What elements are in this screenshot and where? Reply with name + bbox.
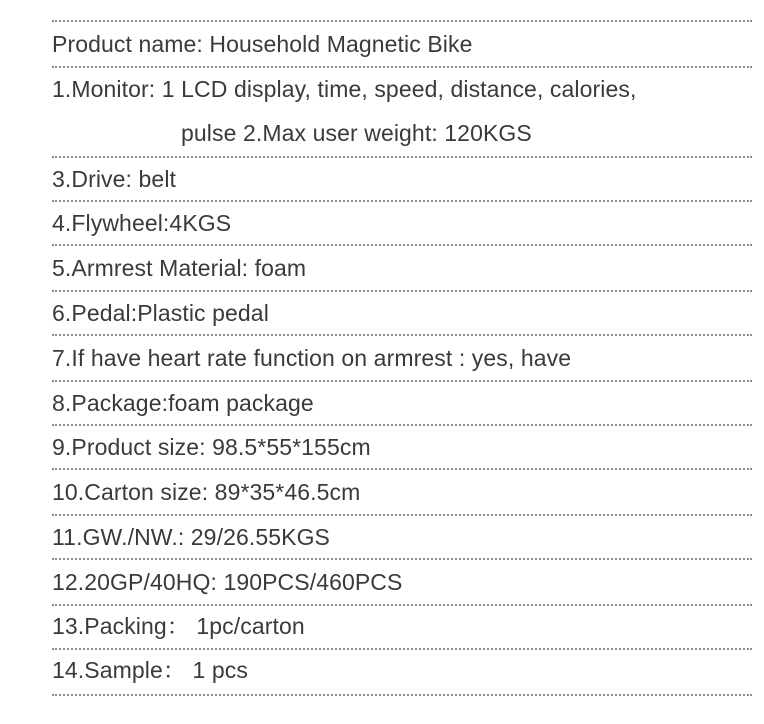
spec-container: 12.20GP/40HQ: 190PCS/460PCS xyxy=(52,569,403,595)
spec-product-size: 9.Product size: 98.5*55*155cm xyxy=(52,434,371,460)
spec-armrest-material: 5.Armrest Material: foam xyxy=(52,255,307,281)
spec-package: 8.Package:foam package xyxy=(52,390,314,416)
spec-product-name: Product name: Household Magnetic Bike xyxy=(52,31,473,57)
divider xyxy=(52,694,752,696)
spec-flywheel: 4.Flywheel:4KGS xyxy=(52,210,232,236)
spec-sample: 14.Sample： 1 pcs xyxy=(52,657,248,683)
spec-packing: 13.Packing： 1pc/carton xyxy=(52,613,305,639)
spec-monitor-line1: 1.Monitor: 1 LCD display, time, speed, distance, calories, xyxy=(52,76,637,102)
spec-heart-rate: 7.If have heart rate function on armrest : yes, have xyxy=(52,345,572,371)
spec-pedal: 6.Pedal:Plastic pedal xyxy=(52,300,269,326)
spec-drive: 3.Drive: belt xyxy=(52,166,177,192)
spec-monitor-line2: pulse 2.Max user weight: 120KGS xyxy=(181,120,532,146)
spec-carton-size: 10.Carton size: 89*35*46.5cm xyxy=(52,479,361,505)
spec-weight: 11.GW./NW.: 29/26.55KGS xyxy=(52,524,330,550)
